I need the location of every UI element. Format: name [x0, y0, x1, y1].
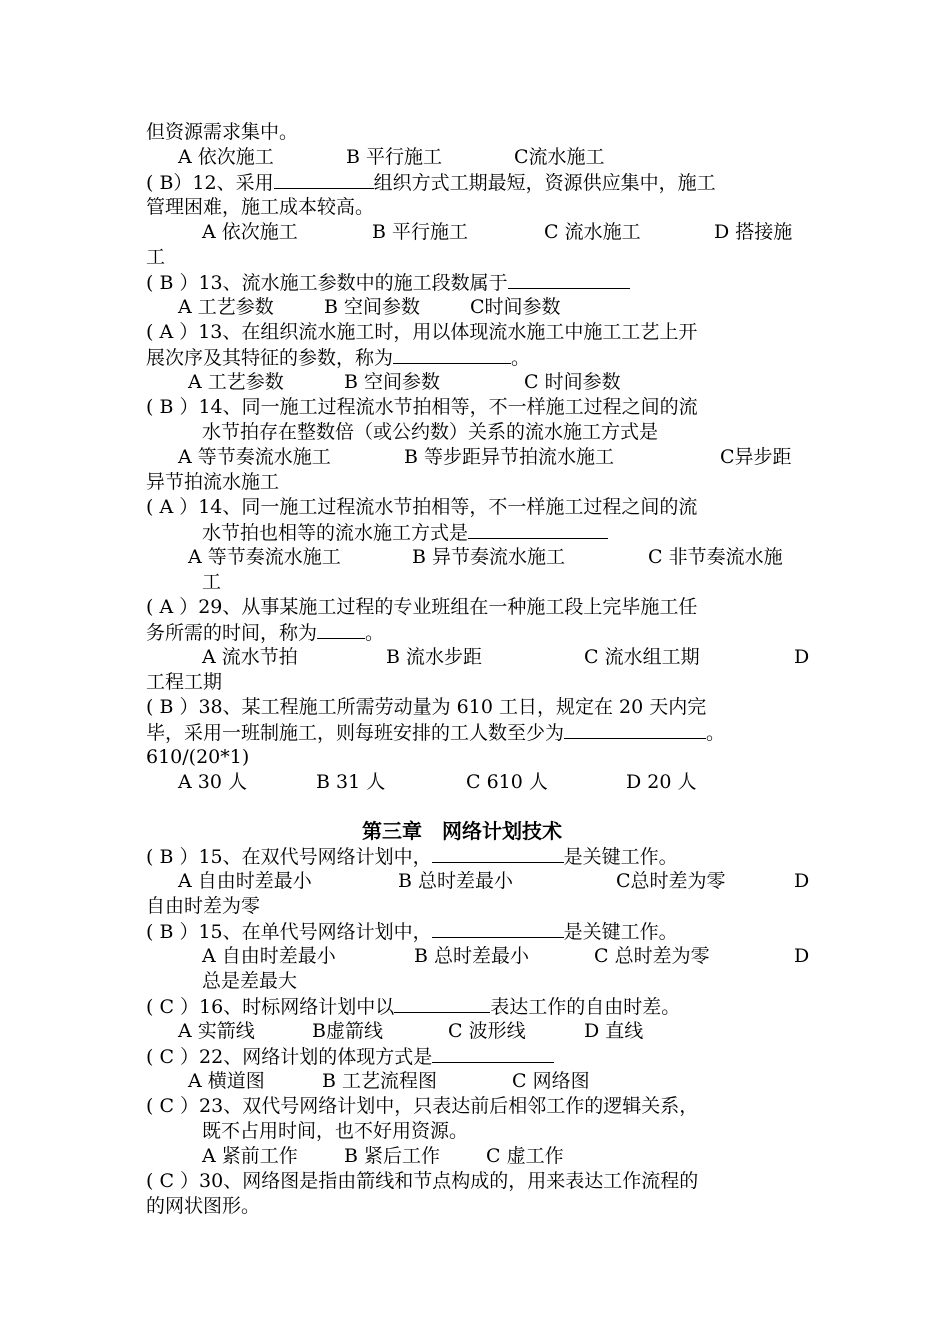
answer-blank: [393, 345, 511, 364]
formula-note: 610/(20*1): [146, 746, 250, 768]
question-23: ( C ）23、双代号网络计划中，只表达前后相邻工作的逻辑关系，: [146, 1095, 699, 1117]
option-c: C时间参数: [470, 296, 561, 318]
answer-blank: [432, 919, 564, 938]
option-b: B 总时差最小: [414, 945, 530, 967]
text-line: 展次序及其特征的参数，称为 。: [146, 347, 531, 369]
option-c: C 非节奏流水施: [648, 546, 783, 568]
option-c: C异步距: [720, 446, 792, 468]
option-b: B 流水步距: [386, 646, 483, 668]
options-line: [146, 1144, 826, 1169]
question-stem: ( B ）15、在单代号网络计划中， 是关键工作。: [146, 921, 678, 943]
question-13b: ( A ）13、在组织流水施工时，用以体现流水施工中施工工艺上开: [146, 321, 698, 343]
option-b: B 空间参数: [324, 296, 421, 318]
question-14a: ( B ）14、同一施工过程流水节拍相等，不一样施工过程之间的流: [146, 396, 698, 418]
option-b: B 紧后工作: [344, 1145, 441, 1167]
question-13a: [146, 270, 826, 295]
answer-blank: [394, 994, 490, 1013]
question-14b: ( A ）14、同一施工过程流水节拍相等，不一样施工过程之间的流: [146, 496, 698, 518]
option-c: C 流水组工期: [584, 646, 700, 668]
question-15a: [146, 844, 826, 869]
question-16: [146, 994, 826, 1019]
options-line: [146, 145, 826, 170]
option-c: C 时间参数: [524, 371, 621, 393]
option-c: C总时差为零: [616, 870, 726, 892]
option-c: C流水施工: [514, 146, 605, 168]
answer-blank: [508, 270, 630, 289]
option-b: B 异节奏流水施工: [412, 546, 566, 568]
answer-blank: [468, 520, 608, 539]
option-a: A 自由时差最小: [202, 945, 336, 967]
text-line: 毕，采用一班制施工，则每班安排的工人数至少为 。: [146, 722, 726, 744]
option-a: A 等节奏流水施工: [188, 546, 341, 568]
answer-blank: [432, 1044, 554, 1063]
option-b: B 平行施工: [346, 146, 443, 168]
option-c: C 波形线: [448, 1020, 526, 1042]
option-c: C 610 人: [466, 771, 548, 793]
option-d: D: [794, 870, 810, 892]
answer-blank: [432, 844, 564, 863]
text-line: 水节拍也相等的流水施工方式是: [146, 520, 826, 545]
text-line: 工: [202, 571, 222, 593]
option-d: D 搭接施: [714, 221, 793, 243]
option-a: A 横道图: [188, 1070, 265, 1092]
option-c: C 流水施工: [544, 221, 641, 243]
question-stem: ( C ）16、时标网络计划中以 表达工作的自由时差。: [146, 996, 681, 1018]
options-line: [146, 1019, 826, 1044]
text-line: 管理困难，施工成本较高。: [146, 196, 375, 218]
option-b: B 工艺流程图: [322, 1070, 438, 1092]
text-line: 工程工期: [146, 671, 223, 693]
option-a: A 工艺参数: [188, 371, 284, 393]
option-b: B 总时差最小: [398, 870, 514, 892]
option-c: C 网络图: [512, 1070, 590, 1092]
text-line: 既不占用时间，也不好用资源。: [202, 1120, 469, 1142]
question-stem: ( C ）22、网络计划的体现方式是: [146, 1044, 554, 1070]
question-29: ( A ）29、从事某施工过程的专业班组在一种施工段上完毕施工任: [146, 596, 698, 618]
options-line: [146, 944, 826, 969]
answer-blank: [317, 620, 365, 639]
text-line: 的网状图形。: [146, 1195, 261, 1217]
option-a: A 紧前工作: [202, 1145, 298, 1167]
option-b: B 平行施工: [372, 221, 469, 243]
question-12: [146, 170, 826, 195]
options-line: [146, 220, 826, 245]
text-line: 总是差最大: [202, 970, 298, 992]
options-line: [146, 869, 826, 894]
option-a: A 依次施工: [178, 146, 274, 168]
question-stem: ( B ）15、在双代号网络计划中， 是关键工作。: [146, 846, 678, 868]
option-d: D 20 人: [626, 771, 697, 793]
answer-blank: [564, 720, 706, 739]
text-line: 工: [146, 246, 166, 268]
options-line: [146, 295, 826, 320]
option-b: B虚箭线: [312, 1020, 383, 1042]
question-stem: ( B）12、采用 组织方式工期最短，资源供应集中，施工: [146, 172, 716, 194]
options-line: [146, 445, 826, 470]
text-line: 但资源需求集中。: [146, 121, 299, 143]
options-line: [146, 770, 826, 795]
chapter-heading: 第三章 网络计划技术: [362, 819, 562, 843]
option-d: D 直线: [584, 1020, 644, 1042]
text-line: 自由时差为零: [146, 895, 261, 917]
options-line: [146, 1069, 826, 1094]
question-15b: [146, 919, 826, 944]
options-line: [146, 545, 826, 570]
option-a: A 工艺参数: [178, 296, 274, 318]
text-line: [146, 745, 826, 770]
option-a: A 流水节拍: [202, 646, 298, 668]
option-a: A 30 人: [178, 771, 247, 793]
text-line: 务所需的时间，称为 。: [146, 622, 385, 644]
option-a: A 等节奏流水施工: [178, 446, 331, 468]
option-a: A 自由时差最小: [178, 870, 312, 892]
document-page: [146, 120, 826, 1219]
option-b: B 空间参数: [344, 371, 441, 393]
text-line: 水节拍存在整数倍（或公约数）关系的流水施工方式是: [202, 421, 659, 443]
option-d: D: [794, 646, 810, 668]
option-a: A 实箭线: [178, 1020, 255, 1042]
option-c: C 总时差为零: [594, 945, 710, 967]
options-line: [146, 370, 826, 395]
option-a: A 依次施工: [202, 221, 298, 243]
question-stem: ( B ）13、流水施工参数中的施工段数属于: [146, 270, 630, 296]
question-30: ( C ）30、网络图是指由箭线和节点构成的，用来表达工作流程的: [146, 1170, 699, 1192]
answer-blank: [274, 170, 374, 189]
text-line: 异节拍流水施工: [146, 471, 280, 493]
option-b: B 31 人: [316, 771, 386, 793]
option-d: D: [794, 945, 810, 967]
question-22: [146, 1044, 826, 1069]
options-line: [146, 645, 826, 670]
option-c: C 虚工作: [486, 1145, 564, 1167]
question-38: ( B ）38、某工程施工所需劳动量为 610 工日，规定在 20 天内完: [146, 696, 707, 718]
question-continuation: [146, 120, 826, 145]
option-b: B 等步距异节拍流水施工: [404, 446, 615, 468]
